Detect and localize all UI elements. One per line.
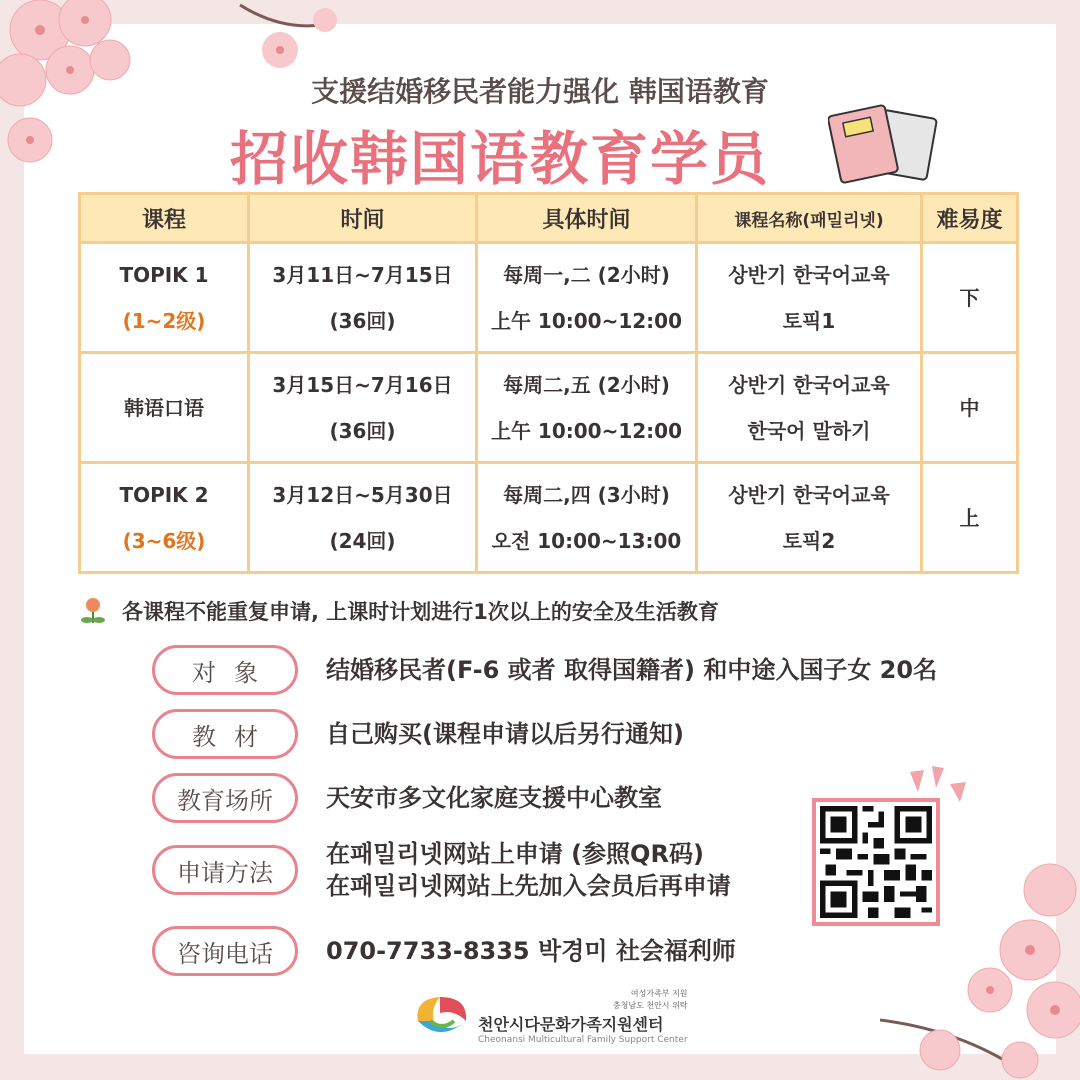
- days-text: 每周一,二 (2小时): [503, 262, 670, 287]
- poster-title: 招收韩国语教育学员: [229, 125, 770, 193]
- qr-code-icon: [820, 806, 932, 918]
- course-level: (3~6级): [122, 528, 206, 553]
- notice-text: 各课程不能重复申请, 上课时计划进行1次以上的安全及生活教育: [122, 600, 719, 624]
- apply-row: [152, 838, 731, 902]
- sessions-text: (24回): [329, 528, 396, 553]
- sessions-text: (36回): [329, 418, 396, 443]
- level-cell: 上: [922, 463, 1018, 573]
- apply-value: [326, 838, 731, 902]
- time-cell: [477, 353, 697, 463]
- period-cell: [249, 463, 477, 573]
- course-schedule-table: [78, 192, 1019, 574]
- table-header-row: [80, 194, 1018, 243]
- name-cell: [697, 463, 922, 573]
- column-header: 具体时间: [477, 194, 697, 243]
- qr-code[interactable]: [812, 798, 940, 926]
- period-cell: [249, 353, 477, 463]
- time-cell: [477, 463, 697, 573]
- center-logo-icon: [410, 991, 472, 1043]
- notice-line: [78, 596, 719, 626]
- target-row: [152, 645, 937, 695]
- course-name: TOPIK 2: [119, 482, 209, 507]
- target-value: 结婚移民者(F-6 或者 取得国籍者) 和中途入国子女 20名: [326, 656, 938, 684]
- contact-row: [152, 926, 736, 976]
- level-cell: 下: [922, 243, 1018, 353]
- apply-line-2: 在패밀리넷网站上先加入会员后再申请: [326, 872, 731, 900]
- column-header: 课程: [80, 194, 249, 243]
- flower-icon: [78, 596, 108, 626]
- apply-line-1: 在패밀리넷网站上申请 (参照QR码): [326, 840, 704, 868]
- table-row: [80, 463, 1018, 573]
- course-name: 韩语口语: [124, 395, 204, 420]
- material-label: 教材: [152, 709, 298, 759]
- place-row: [152, 773, 662, 823]
- place-label: 教育场所: [152, 773, 298, 823]
- hours-text: 上午 10:00~12:00: [490, 418, 683, 443]
- column-header: 课程名称(패밀리넷): [697, 194, 922, 243]
- course-level: (1~2级): [122, 308, 206, 333]
- center-logo-text: [478, 988, 688, 1045]
- sessions-text: (36回): [329, 308, 396, 333]
- course-cell: [80, 463, 249, 573]
- days-text: 每周二,四 (3小时): [503, 482, 670, 507]
- place-value: 天安市多文化家庭支援中心教室: [326, 784, 662, 812]
- period-cell: [249, 243, 477, 353]
- apply-label: 申请方法: [152, 845, 298, 895]
- column-header: 难易度: [922, 194, 1018, 243]
- name-cell: [697, 243, 922, 353]
- course-title-line1: 상반기 한국어교육: [728, 482, 890, 507]
- period-text: 3月11日~7月15日: [272, 262, 453, 287]
- hours-text: 上午 10:00~12:00: [490, 308, 683, 333]
- time-cell: [477, 243, 697, 353]
- poster-subtitle: 支援结婚移民者能力强化 韩国语教育: [311, 75, 769, 108]
- logo-english-name: Cheonansi Multicultural Family Support Center: [478, 1035, 688, 1045]
- course-title-line1: 상반기 한국어교육: [728, 262, 890, 287]
- course-title-line2: 한국어 말하기: [747, 418, 871, 443]
- table-row: [80, 353, 1018, 463]
- book-icon: [828, 100, 938, 190]
- name-cell: [697, 353, 922, 463]
- level-cell: 中: [922, 353, 1018, 463]
- table-row: [80, 243, 1018, 353]
- center-logo: [410, 988, 688, 1045]
- course-cell: [80, 243, 249, 353]
- course-title-line1: 상반기 한국어교육: [728, 372, 890, 397]
- logo-sponsor-1: 여성가족부 지원: [630, 989, 688, 998]
- course-title-line2: 토픽2: [782, 528, 836, 553]
- course-title-line2: 토픽1: [782, 308, 836, 333]
- days-text: 每周二,五 (2小时): [503, 372, 670, 397]
- target-label: 对象: [152, 645, 298, 695]
- column-header: 时间: [249, 194, 477, 243]
- course-cell: [80, 353, 249, 463]
- contact-value: 070-7733-8335 박경미 社会福利师: [326, 937, 736, 965]
- logo-name: 천안시다문화가족지원센터: [478, 1015, 664, 1034]
- period-text: 3月12日~5月30日: [272, 482, 453, 507]
- course-name: TOPIK 1: [119, 262, 209, 287]
- material-row: [152, 709, 684, 759]
- contact-label: 咨询电话: [152, 926, 298, 976]
- period-text: 3月15日~7月16日: [272, 372, 453, 397]
- hours-text: 오전 10:00~13:00: [491, 528, 682, 553]
- logo-sponsor-2: 충청남도 천안시 위탁: [612, 1001, 688, 1010]
- material-value: 自己购买(课程申请以后另行通知): [326, 720, 684, 748]
